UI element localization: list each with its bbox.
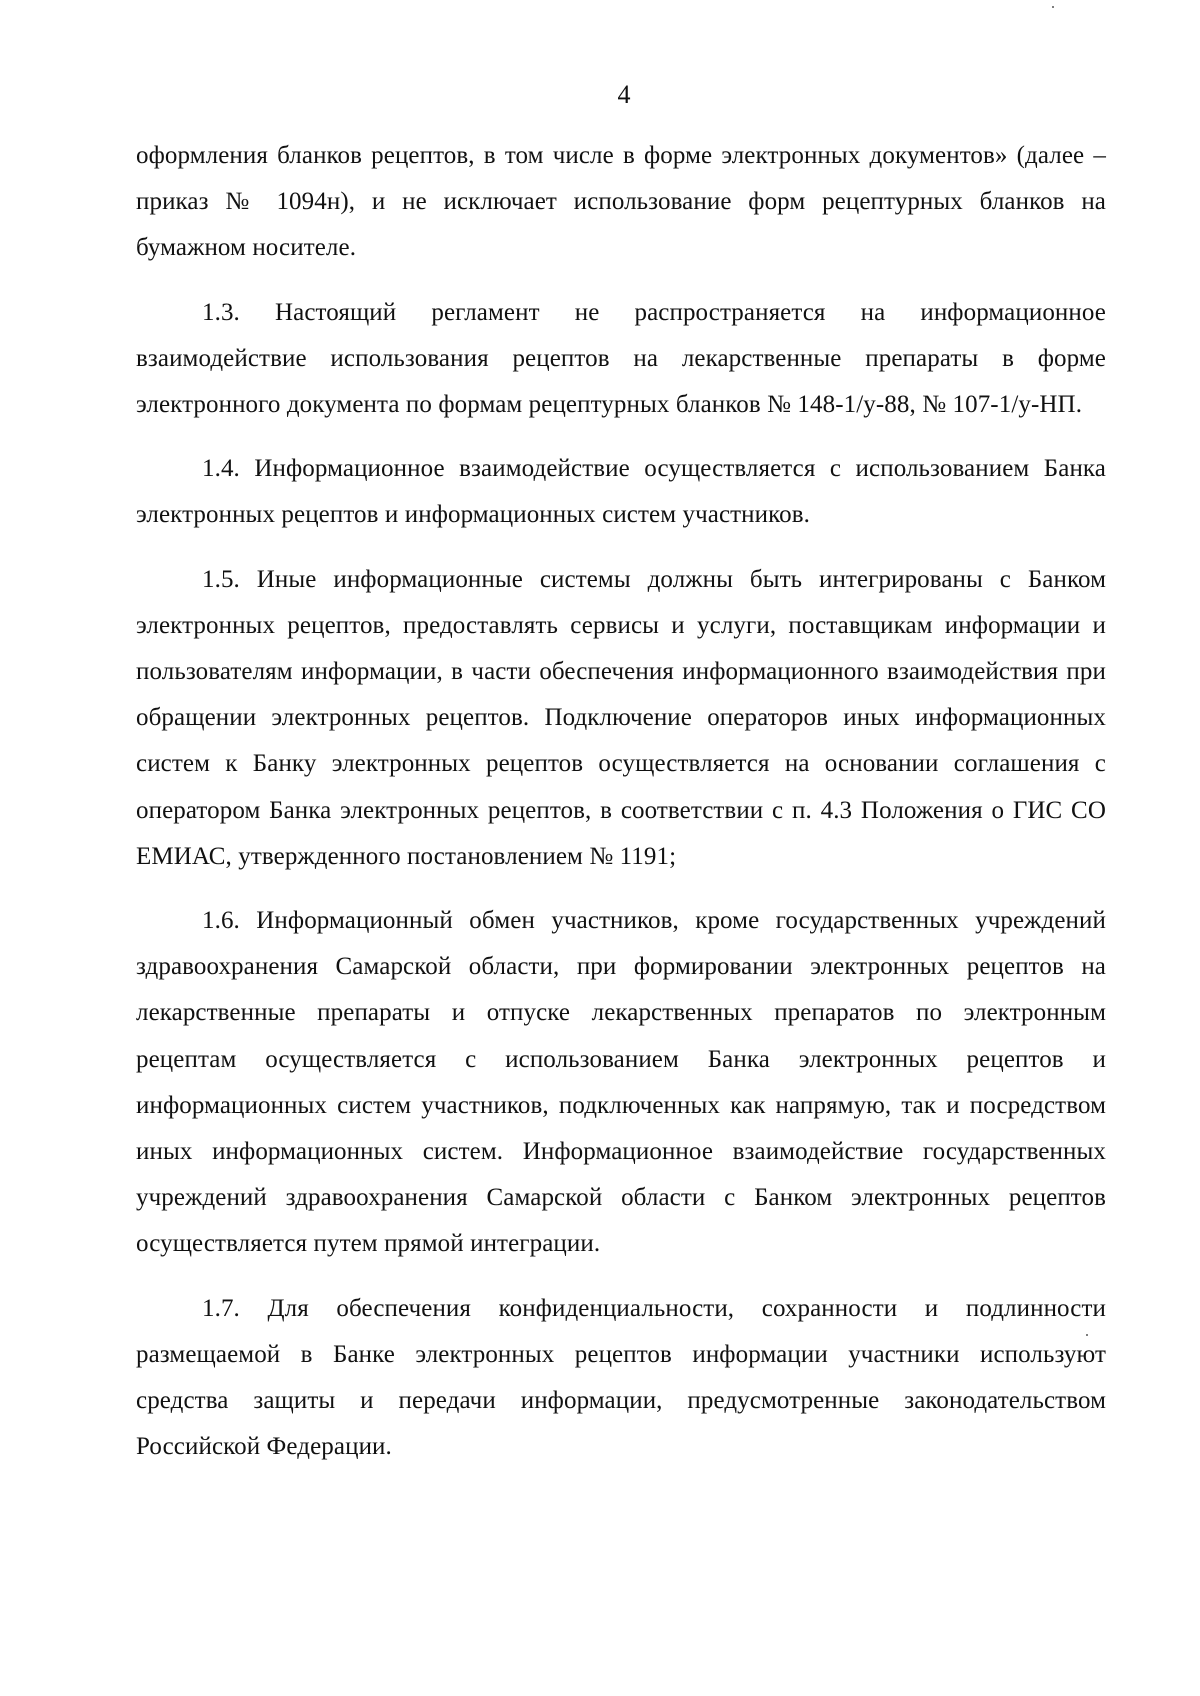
- paragraph-continuation: оформления бланков рецептов, в том числе в форме электронных документов» (далее – приказ № 1094н), и не исключает использование форм рецептурных бланков на бумажном носителе.: [136, 142, 1106, 262]
- paragraph-1-5: 1.5. Иные информационные системы должны быть интегрированы с Банком электронных рецептов, предоставлять сервисы и услуги, поставщикам информации и пользователям информации, в части обеспечения информационного взаимодействия при обращении электронных рецептов. Подключение операторов иных информационных систем к Банку электронных рецептов осуществляется на основании соглашения с оператором Банка электронных рецептов, в соответствии с п. 4.3 Положения о ГИС СО ЕМИАС, утвержденного постановлением № 1191;: [136, 565, 1106, 870]
- document-body: [136, 133, 1106, 1470]
- scan-speck: [1052, 6, 1054, 8]
- scan-speck: [1086, 1334, 1088, 1336]
- paragraph-1-6: 1.6. Информационный обмен участников, кроме государственных учреждений здравоохранения Самарской области, при формировании электронных рецептов на лекарственные препараты и отпуске лекарственных препаратов по электронным рецептам осуществляется с использованием Банка электронных рецептов и информационных систем участников, подключенных как напрямую, так и посредством иных информационных систем. Информационное взаимодействие государственных учреждений здравоохранения Самарской области с Банком электронных рецептов осуществляется путем прямой интеграции.: [136, 907, 1106, 1258]
- paragraph-1-4: 1.4. Информационное взаимодействие осуществляется с использованием Банка электронных рецептов и информационных систем участников.: [136, 455, 1106, 529]
- page-number: 4: [617, 80, 631, 109]
- paragraph-1-7: 1.7. Для обеспечения конфиденциальности, сохранности и подлинности размещаемой в Банке электронных рецептов информации участники используют средства защиты и передачи информации, предусмотренные законодательством Российской Федерации.: [136, 1294, 1106, 1461]
- paragraph-1-3: 1.3. Настоящий регламент не распространяется на информационное взаимодействие использования рецептов на лекарственные препараты в форме электронного документа по формам рецептурных бланков № 148-1/у-88, № 107-1/у-НП.: [136, 298, 1106, 419]
